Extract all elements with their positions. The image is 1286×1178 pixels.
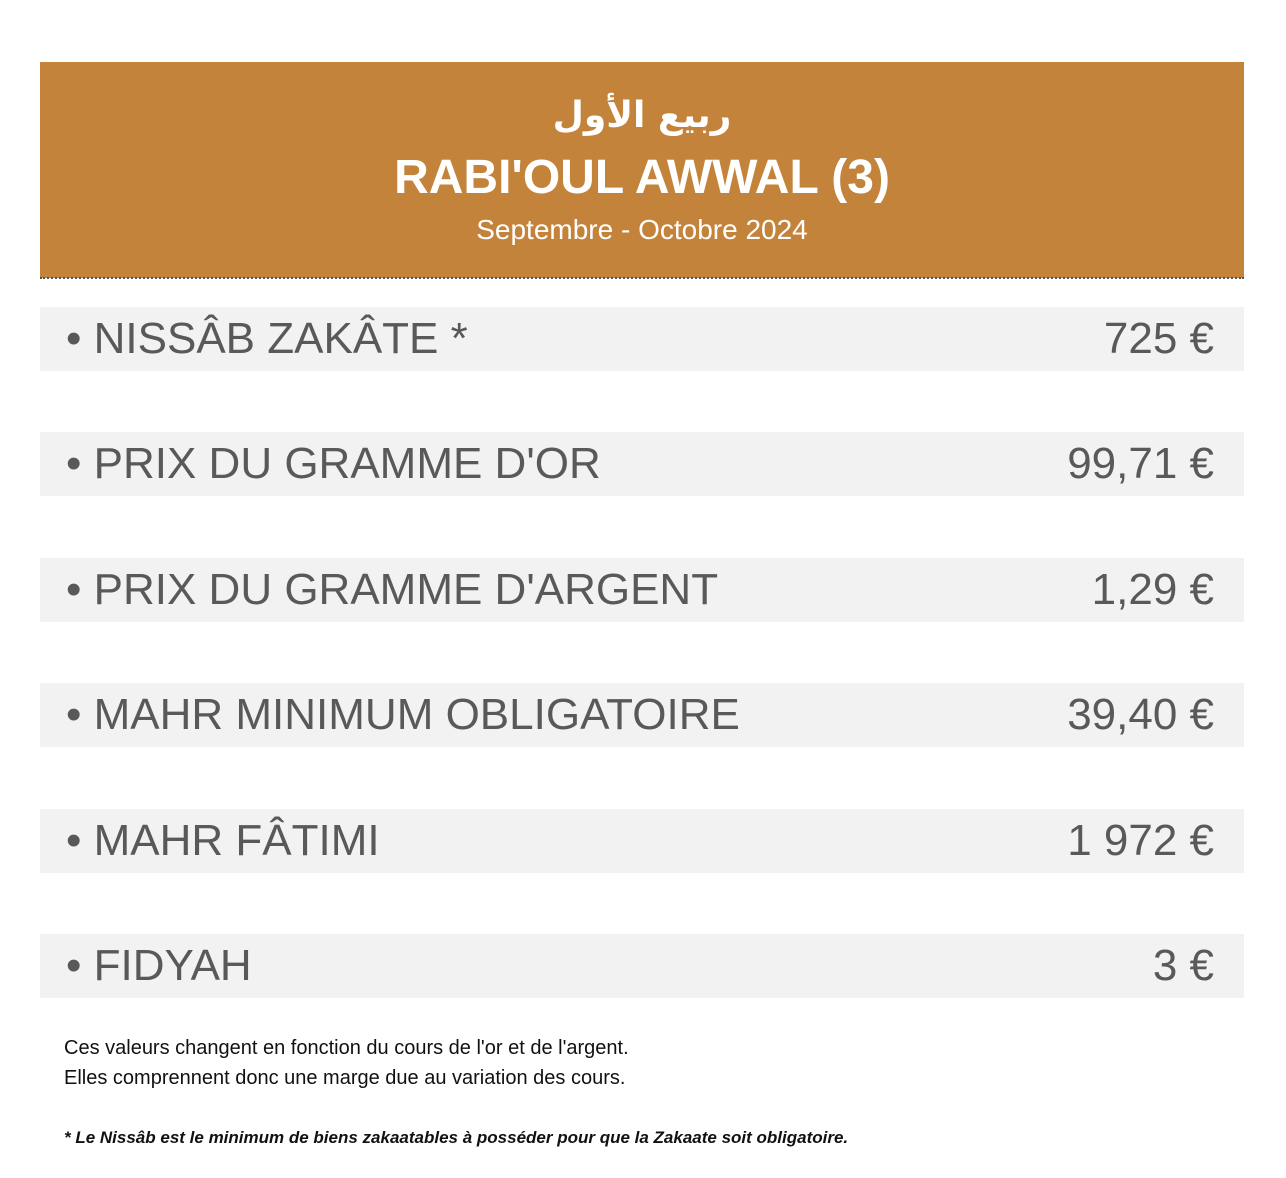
note-line-2: Elles comprennent donc une marge due au variation des cours.: [64, 1067, 626, 1089]
period-subtitle: Septembre - Octobre 2024: [476, 214, 808, 245]
header-divider: [40, 277, 1244, 279]
row-label: • MAHR MINIMUM OBLIGATOIRE: [66, 690, 740, 739]
row-gold-price: [40, 432, 1244, 496]
row-mahr-minimum: [40, 683, 1244, 747]
row-value: 3 €: [1152, 941, 1214, 990]
row-value: 1,29 €: [1091, 565, 1214, 614]
row-label: • FIDYAH: [66, 941, 252, 990]
row-silver-price: [40, 558, 1244, 622]
row-fidyah: [40, 934, 1244, 998]
row-label: • MAHR FÂTIMI: [66, 816, 380, 865]
row-value: 1 972 €: [1067, 816, 1214, 865]
row-label: • NISSÂB ZAKÂTE *: [66, 314, 468, 363]
nissab-footnote: * Le Nissâb est le minimum de biens zakaatables à posséder pour que la Zakaate soit obligatoire.: [64, 1128, 849, 1147]
row-label: • PRIX DU GRAMME D'ARGENT: [66, 565, 719, 614]
row-value: 99,71 €: [1067, 439, 1214, 488]
page-title: RABI'OUL AWWAL (3): [394, 151, 890, 204]
row-mahr-fatimi: [40, 809, 1244, 873]
note-line-1: Ces valeurs changent en fonction du cours de l'or et de l'argent.: [64, 1037, 629, 1059]
row-value: 39,40 €: [1067, 690, 1214, 739]
month-header: [40, 62, 1244, 278]
row-label: • PRIX DU GRAMME D'OR: [66, 439, 601, 488]
row-nissab-zakate: [40, 307, 1244, 371]
arabic-month-title: ربيع الأول: [552, 95, 732, 136]
row-value: 725 €: [1103, 314, 1214, 363]
